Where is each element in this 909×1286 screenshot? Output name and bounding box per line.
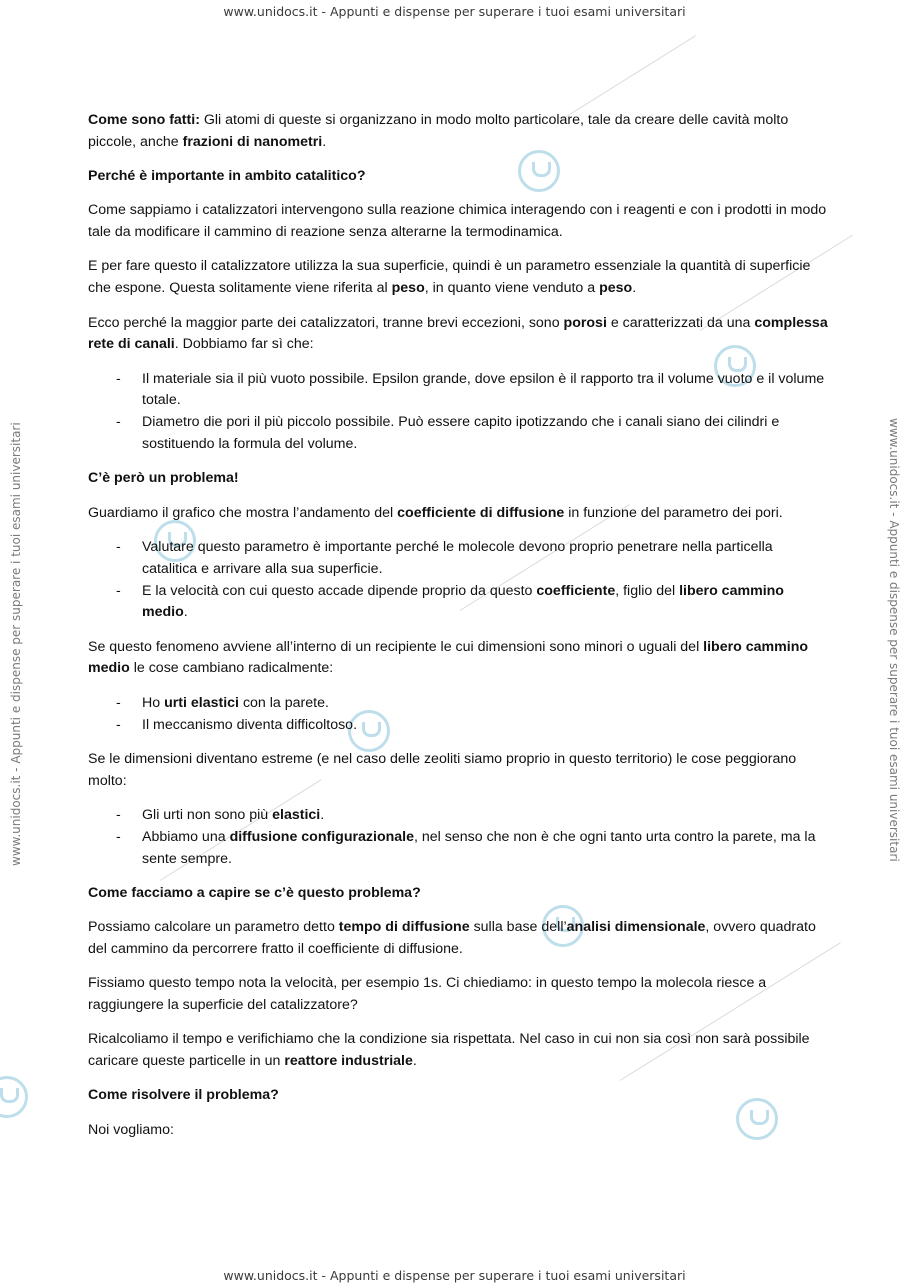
dash-bullet: - bbox=[116, 828, 121, 845]
list-item bbox=[88, 412, 830, 456]
heading-text: Perché è importante in ambito catalitico? bbox=[88, 168, 366, 185]
text: E la velocità con cui questo accade dipende proprio da questo bbox=[142, 582, 537, 599]
dash-bullet: - bbox=[116, 414, 121, 431]
bold-text: tempo di diffusione bbox=[338, 919, 470, 936]
list-item bbox=[88, 369, 830, 413]
text: , nel senso che non è che ogni tanto urta contro la parete, ma la sente sempre. bbox=[142, 828, 816, 867]
bullet-list bbox=[88, 369, 830, 456]
text: . bbox=[183, 604, 188, 621]
bullet-list bbox=[88, 805, 830, 870]
text: , ovvero quadrato del cammino da percorrere fratto il coefficiente di diffusione. bbox=[88, 919, 816, 957]
unidocs-logo-icon bbox=[0, 1076, 28, 1118]
text: Abbiamo una bbox=[142, 828, 230, 845]
text: . bbox=[320, 806, 325, 823]
bold-text: urti elastici bbox=[164, 694, 239, 711]
bold-text: peso bbox=[599, 280, 633, 297]
paragraph: Se le dimensioni diventano estreme (e nel caso delle zeoliti siamo proprio in questo territorio) le cose peggiorano molto: bbox=[88, 750, 797, 789]
text: Gli urti non sono più bbox=[142, 806, 273, 823]
text: Il meccanismo diventa difficoltoso. bbox=[142, 716, 358, 733]
watermark-side-left: www.unidocs.it - Appunti e dispense per superare i tuoi esami universitari bbox=[9, 422, 23, 866]
text: . bbox=[632, 280, 637, 297]
bold-text: frazioni di nanometri bbox=[182, 133, 323, 150]
bold-text: Come sono fatti: bbox=[88, 112, 200, 128]
section-heading bbox=[88, 468, 830, 490]
text: Guardiamo il grafico che mostra l’andamento del bbox=[88, 504, 398, 521]
text: e caratterizzati da una bbox=[606, 314, 755, 331]
dash-bullet: - bbox=[116, 582, 121, 599]
bold-text: libero cammino medio bbox=[142, 582, 784, 621]
list-item bbox=[88, 693, 830, 715]
paragraph bbox=[88, 1029, 830, 1073]
text: , in quanto viene venduto a bbox=[424, 280, 600, 297]
text: sulla base dell’ bbox=[469, 919, 567, 936]
section-heading bbox=[88, 1085, 830, 1107]
paragraph: Fissiamo questo tempo nota la velocità, per esempio 1s. Ci chiediamo: in questo tempo la molecola riesce a raggiungere la superficie del catalizzatore? bbox=[88, 975, 767, 1013]
bold-text: diffusione configurazionale bbox=[229, 828, 415, 845]
list-item bbox=[88, 581, 830, 625]
text: Ho bbox=[142, 694, 165, 711]
bold-text: analisi dimensionale bbox=[566, 919, 706, 936]
text: Se questo fenomeno avviene all’interno di un recipiente le cui dimensioni sono minori o uguali del bbox=[88, 638, 704, 655]
list-item bbox=[88, 537, 830, 581]
paragraph bbox=[88, 503, 830, 525]
text: con la parete. bbox=[239, 694, 329, 711]
watermark-side-right: www.unidocs.it - Appunti e dispense per superare i tuoi esami universitari bbox=[887, 418, 901, 862]
bold-text: libero cammino medio bbox=[88, 638, 809, 677]
text: Valutare questo parametro è importante perché le molecole devono proprio penetrare nella particella catalitica e arrivare alla sua superficie. bbox=[142, 538, 773, 577]
watermark-footer: www.unidocs.it - Appunti e dispense per superare i tuoi esami universitari bbox=[223, 1268, 686, 1283]
bold-text: coefficiente di diffusione bbox=[397, 504, 565, 521]
dash-bullet: - bbox=[116, 370, 121, 387]
dash-bullet: - bbox=[116, 538, 121, 555]
document-body bbox=[88, 110, 830, 1154]
bold-text: reattore industriale bbox=[284, 1053, 413, 1070]
list-item bbox=[88, 805, 830, 827]
paragraph bbox=[88, 637, 830, 681]
paragraph: Come sappiamo i catalizzatori intervengono sulla reazione chimica interagendo con i reagenti e con i prodotti in modo tale da modificare il cammino di reazione senza alterarne la termodinamica. bbox=[88, 202, 827, 241]
text: Ricalcoliamo il tempo e verifichiamo che la condizione sia rispettata. Nel caso in cui non sia così non sarà possibile caricare queste particelle in un bbox=[88, 1031, 810, 1070]
bold-text: porosi bbox=[563, 314, 607, 331]
bullet-list bbox=[88, 693, 830, 737]
bold-text: elastici bbox=[272, 806, 321, 823]
heading-text: Come risolvere il problema? bbox=[88, 1087, 279, 1104]
text: Diametro die pori il più piccolo possibile. Può essere capito ipotizzando che i canali siano dei cilindri e sostituendo la formula del volume. bbox=[142, 414, 780, 453]
text: Ecco perché la maggior parte dei catalizzatori, tranne brevi eccezioni, sono bbox=[88, 314, 564, 331]
dash-bullet: - bbox=[116, 806, 121, 823]
bold-text: complessa rete di canali bbox=[88, 314, 828, 353]
list-item bbox=[88, 827, 830, 871]
text: Gli atomi di queste si organizzano in modo molto particolare, tale da creare delle cavità molto piccole, anche bbox=[88, 112, 789, 150]
dash-bullet: - bbox=[116, 716, 121, 733]
section-heading bbox=[88, 166, 830, 188]
heading-text: C’è però un problema! bbox=[88, 470, 239, 487]
text: E per fare questo il catalizzatore utilizza la sua superficie, quindi è un parametro essenziale la quantità di superficie che espone. Questa solitamente viene riferita al bbox=[88, 258, 811, 297]
text: . bbox=[412, 1053, 417, 1070]
text: , figlio del bbox=[615, 582, 680, 599]
text: . Dobbiamo far sì che: bbox=[174, 336, 314, 353]
text: in funzione del parametro dei pori. bbox=[564, 504, 783, 521]
paragraph: Noi vogliamo: bbox=[88, 1121, 174, 1138]
section-heading bbox=[88, 883, 830, 905]
dash-bullet: - bbox=[116, 694, 121, 711]
paragraph bbox=[88, 110, 830, 154]
paragraph bbox=[88, 917, 830, 961]
paragraph bbox=[88, 256, 830, 300]
heading-text: Come facciamo a capire se c’è questo problema? bbox=[88, 884, 421, 901]
text: Possiamo calcolare un parametro detto bbox=[88, 919, 339, 936]
list-item bbox=[88, 715, 830, 737]
paragraph bbox=[88, 313, 830, 357]
bold-text: coefficiente bbox=[536, 582, 616, 599]
text: Il materiale sia il più vuoto possibile. Epsilon grande, dove epsilon è il rapporto tra il volume vuoto e il volume totale. bbox=[142, 370, 825, 409]
text: . bbox=[322, 133, 327, 150]
bullet-list bbox=[88, 537, 830, 624]
watermark-header: www.unidocs.it - Appunti e dispense per superare i tuoi esami universitari bbox=[223, 4, 686, 19]
bold-text: peso bbox=[391, 280, 425, 297]
text: le cose cambiano radicalmente: bbox=[129, 660, 334, 677]
watermark-line bbox=[560, 35, 696, 121]
